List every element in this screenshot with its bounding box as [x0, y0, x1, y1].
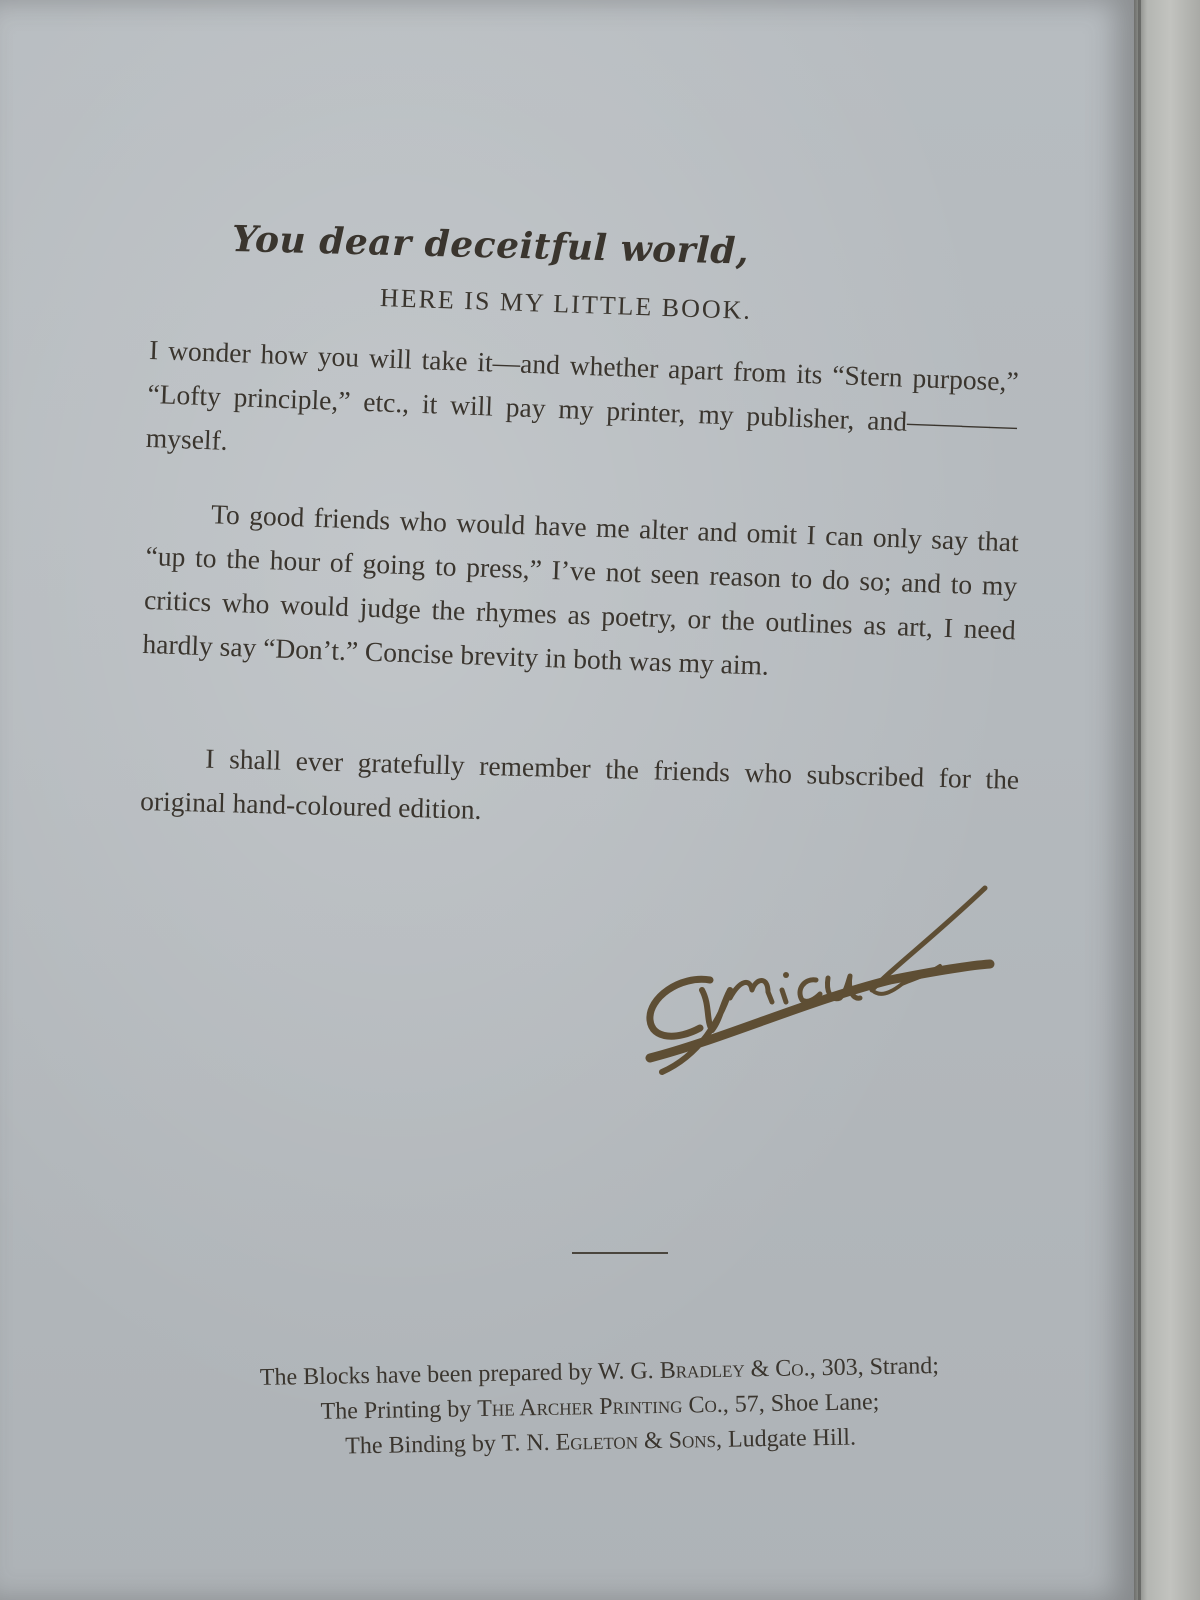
page-gutter-shadow: [1138, 0, 1141, 1600]
imprint-text: , Ludgate Hill.: [715, 1424, 857, 1453]
paragraph-2: To good friends who would have me alter and omit I can only say that “up to the hour of going to press,” I’ve not seen reason to do so; and to my critics who would judge the rhymes as poetry, or the outlines as art, I need hardly say “Don’t.” Concise brevity in both was my aim.: [142, 498, 1020, 681]
imprint-text: , 303, Strand;: [809, 1353, 940, 1382]
imprint-text: The Blocks have been prepared by W. G.: [259, 1357, 660, 1391]
page-heading: HERE IS MY LITTLE BOOK.: [379, 283, 753, 325]
signature-cynicus: [640, 880, 1020, 1100]
imprint-text: , 57, Shoe Lane;: [722, 1389, 880, 1418]
printer-imprint: [149, 1347, 1051, 1468]
salutation: You dear deceitful world,: [231, 218, 750, 273]
imprint-company: The Archer Printing Co.: [477, 1391, 723, 1423]
imprint-text: The Binding by T. N.: [345, 1429, 556, 1460]
imprint-company: Bradley & Co.: [659, 1355, 810, 1384]
imprint-company: Egleton & Sons: [555, 1426, 717, 1456]
paragraph-1: I wonder how you will take it—and whether apart from its “Stern purpose,” “Lofty principle,” etc., it will pay my printer, my publisher, and————myself.: [145, 333, 1020, 456]
imprint-text: The Printing by: [320, 1396, 478, 1425]
adjacent-page-edge: [1134, 0, 1200, 1600]
divider-rule: [572, 1252, 668, 1254]
paragraph-3: I shall ever gratefully remember the friends who subscribed for the original hand-coloured edition.: [139, 742, 1020, 825]
